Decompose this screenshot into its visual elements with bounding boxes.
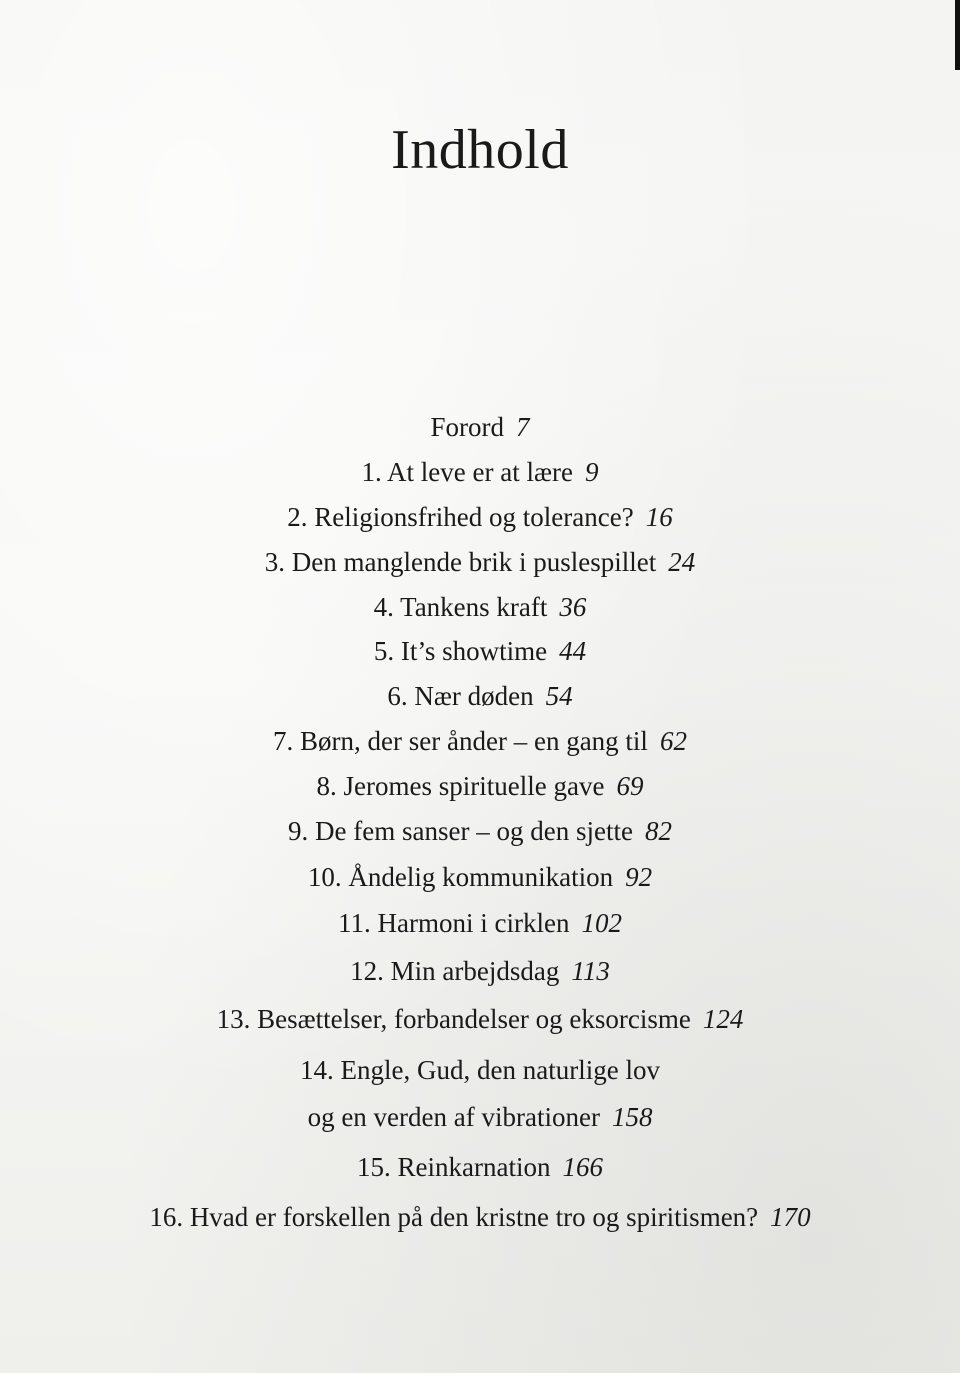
toc-entry-number: 2. — [287, 502, 308, 532]
toc-entry-page: 36 — [559, 592, 587, 622]
toc-entry-number: 8. — [316, 771, 337, 801]
toc-entry-page: 62 — [659, 726, 687, 756]
toc-entry-14-line-1 — [0, 1057, 960, 1084]
toc-entry-9 — [0, 818, 960, 845]
toc-entry-title: Jeromes spirituelle gave — [343, 771, 605, 801]
toc-entry-page: 82 — [644, 816, 672, 846]
toc-entry-12 — [0, 958, 960, 985]
toc-entry-5 — [0, 638, 960, 665]
toc-entry-13 — [0, 1006, 960, 1033]
toc-entry-number: 12. — [350, 956, 384, 986]
toc-entry-title: Forord — [430, 412, 504, 442]
toc-entry-number: 14. — [300, 1055, 334, 1085]
toc-entry-page: 16 — [645, 502, 673, 532]
toc-entry-number: 3. — [264, 547, 286, 577]
toc-entry-number: 11. — [338, 908, 371, 938]
toc-entry-number: 4. — [373, 592, 394, 622]
toc-entry-number: 5. — [373, 636, 395, 666]
toc-entry-title: At leve er at lære — [387, 457, 573, 487]
toc-entry-15 — [0, 1154, 960, 1181]
toc-entry-page: 44 — [559, 636, 587, 666]
toc-entry-14-line-2 — [0, 1104, 960, 1131]
toc-entry-title: Tankens kraft — [400, 592, 548, 622]
toc-entry-page: 166 — [562, 1152, 603, 1182]
toc-entry-number: 13. — [216, 1004, 251, 1034]
toc-entry-number: 10. — [307, 862, 342, 892]
toc-entry-number: 9. — [288, 816, 309, 846]
toc-entry-4 — [0, 594, 960, 621]
toc-entry-page: 9 — [584, 457, 599, 487]
page-title: Indhold — [391, 119, 569, 181]
toc-entry-page: 170 — [770, 1202, 811, 1232]
toc-entry-title: Børn, der ser ånder – en gang til — [300, 726, 648, 756]
toc-entry-title: It’s showtime — [400, 636, 548, 666]
toc-entry-title: Harmoni i cirklen — [377, 908, 570, 938]
toc-entry-7 — [0, 728, 960, 755]
toc-entry-title: og en verden af vibrationer — [307, 1102, 600, 1132]
toc-entry-page: 69 — [616, 771, 644, 801]
toc-entry-number: 6. — [387, 681, 408, 711]
toc-entry-page: 7 — [516, 412, 530, 442]
toc-entry-3 — [0, 549, 960, 576]
toc-entry-page: 24 — [668, 547, 696, 577]
toc-entry-1 — [0, 459, 960, 486]
toc-entry-title: Reinkarnation — [397, 1152, 551, 1182]
toc-entry-title: Hvad er forskellen på den kristne tro og spiritismen? — [189, 1202, 759, 1232]
toc-entry-title: Religionsfrihed og tolerance? — [314, 502, 634, 532]
toc-entry-title: Den manglende brik i puslespillet — [291, 547, 657, 577]
toc-entry-title: Åndelig kommunikation — [348, 862, 614, 892]
toc-entry-number: 1. — [361, 457, 382, 487]
toc-entry-title: Min arbejdsdag — [390, 956, 560, 986]
toc-entry-16 — [0, 1204, 960, 1231]
toc-entry-number: 7. — [273, 726, 294, 756]
toc-entry-forord — [0, 414, 960, 441]
toc-entry-10 — [0, 864, 960, 891]
toc-entry-page: 92 — [625, 862, 653, 892]
toc-entry-8 — [0, 773, 960, 800]
toc-entry-6 — [0, 683, 960, 710]
toc-entry-title: De fem sanser – og den sjette — [315, 816, 633, 846]
toc-entry-title: Nær døden — [414, 681, 534, 711]
toc-entry-2 — [0, 504, 960, 531]
toc-entry-page: 113 — [571, 956, 610, 986]
toc-entry-title: Besættelser, forbandelser og eksorcisme — [257, 1004, 691, 1034]
toc-entry-number: 15. — [357, 1152, 391, 1182]
toc-entry-page: 54 — [545, 681, 573, 711]
toc-entry-page: 124 — [702, 1004, 744, 1034]
toc-entry-title: Engle, Gud, den naturlige lov — [340, 1055, 660, 1085]
toc-entry-page: 102 — [581, 908, 622, 938]
toc-entry-page: 158 — [611, 1102, 653, 1132]
toc-entry-11 — [0, 910, 960, 937]
toc-entry-number: 16. — [149, 1202, 184, 1232]
